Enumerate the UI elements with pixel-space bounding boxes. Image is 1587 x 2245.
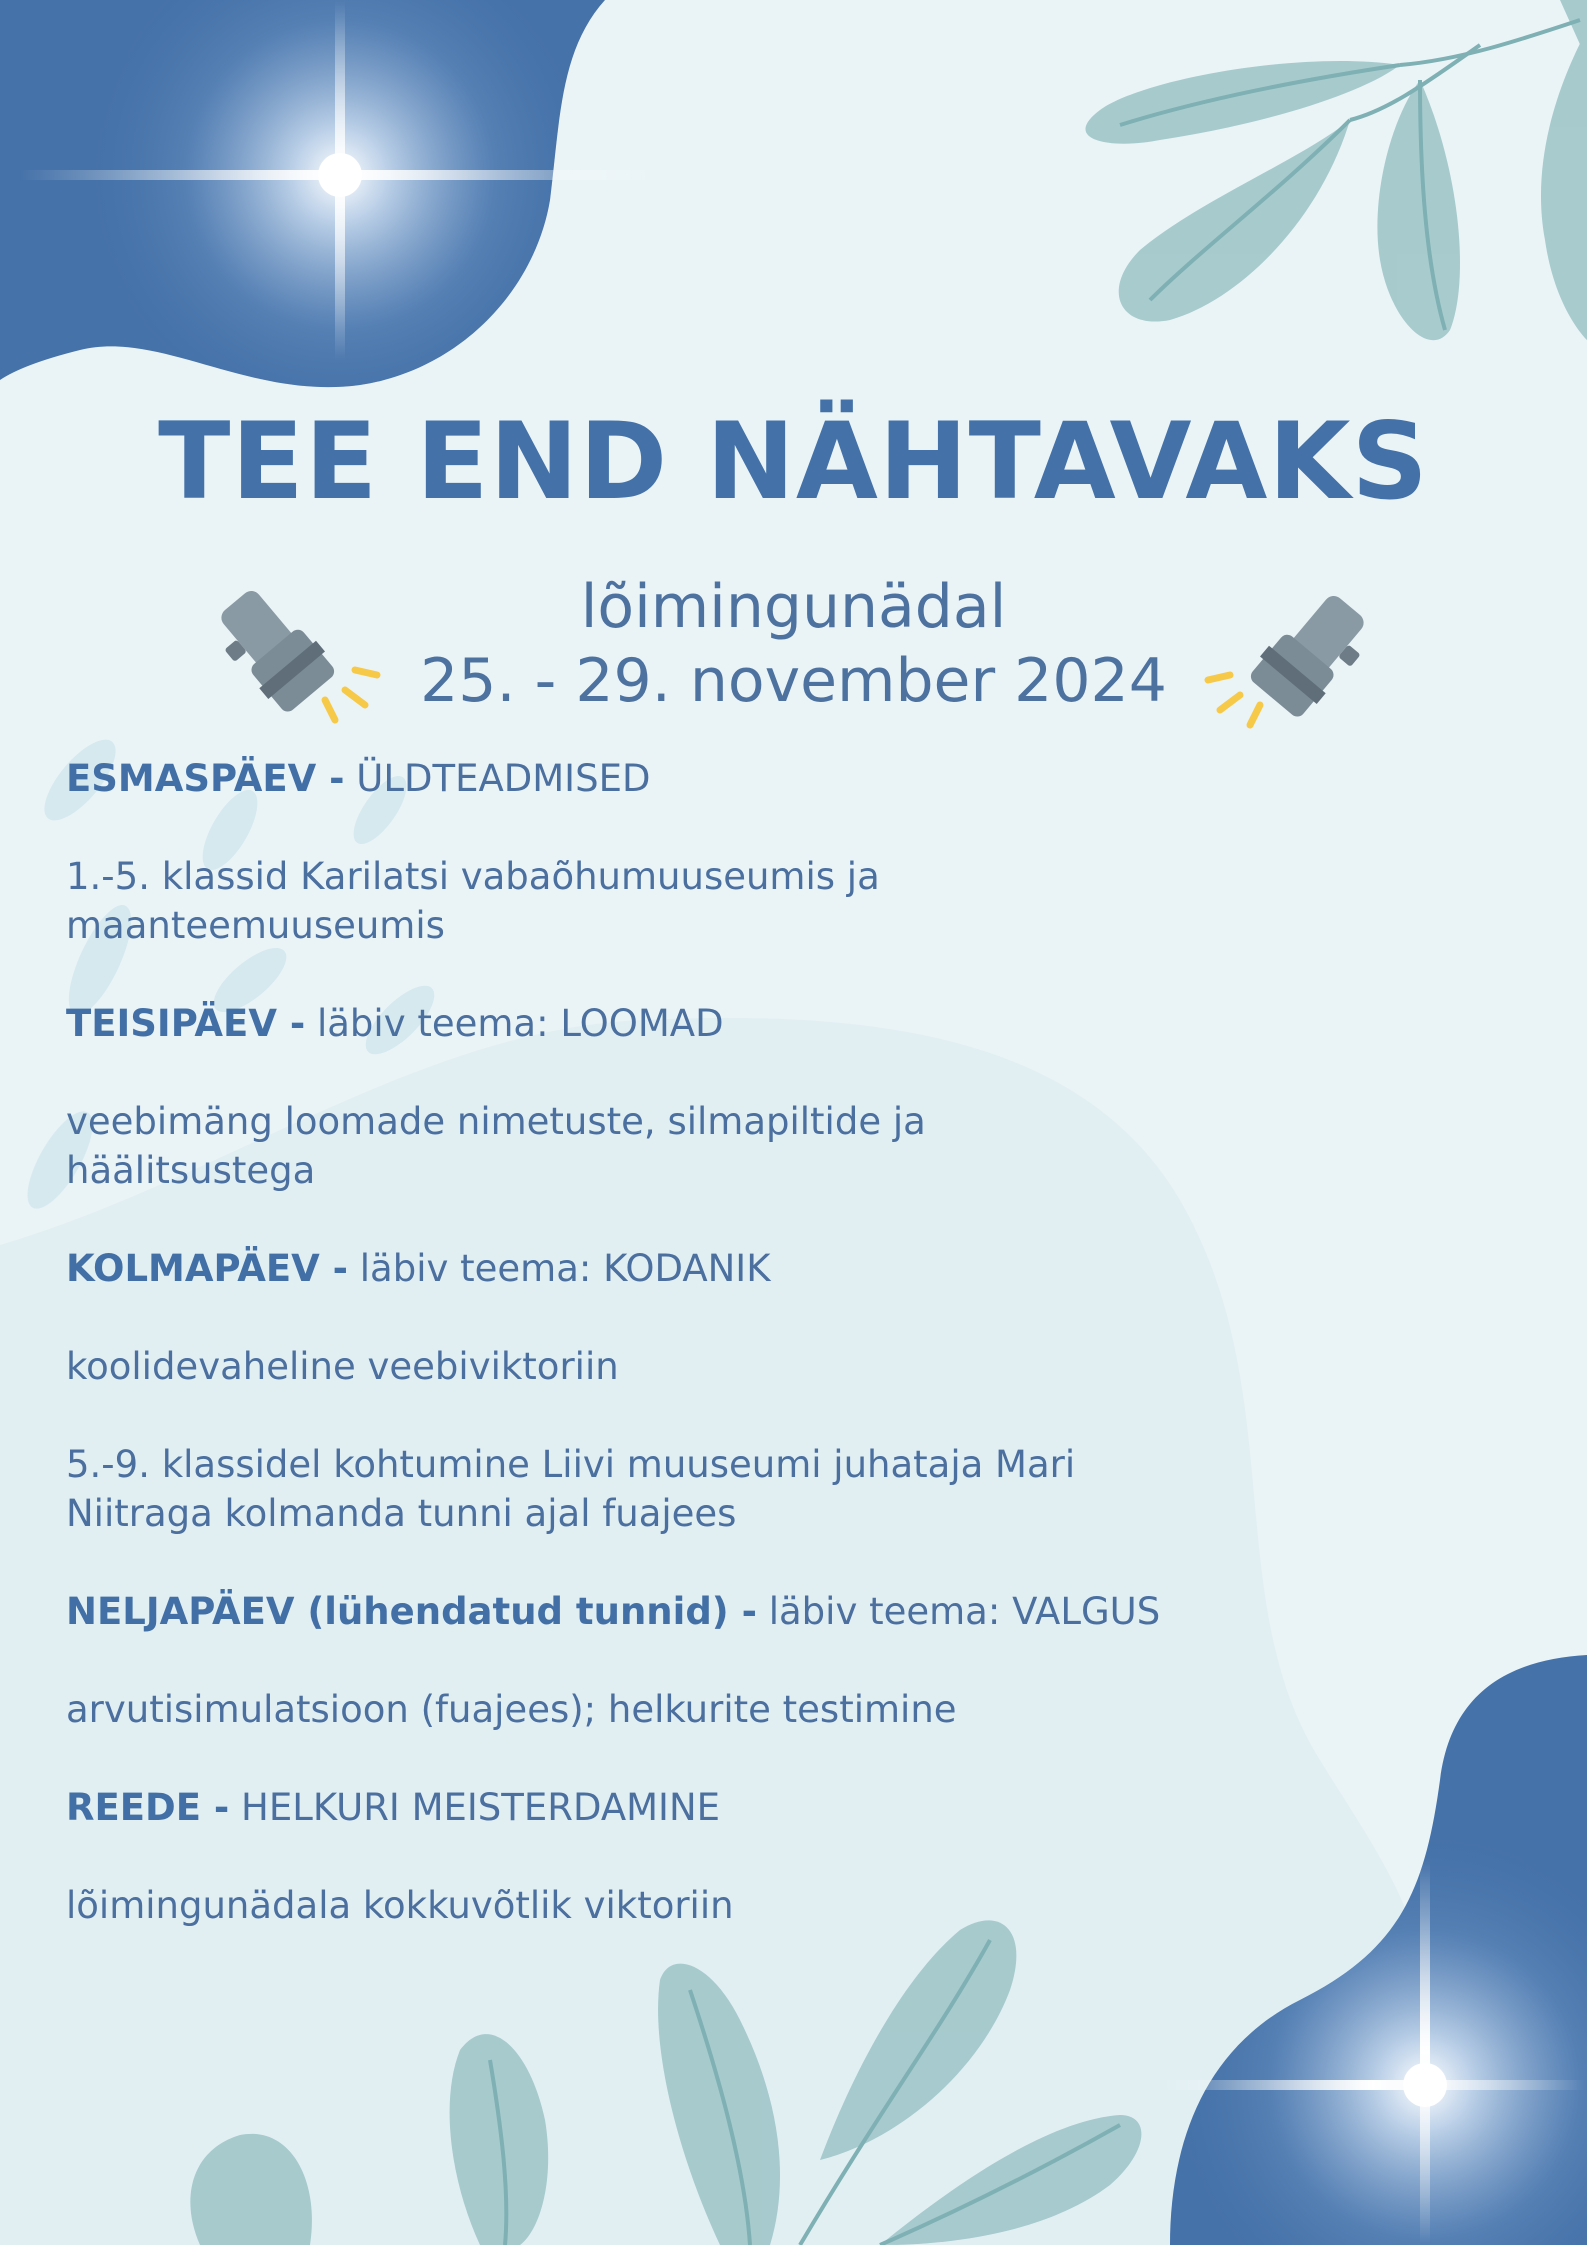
activity-line: 1.-5. klassid Karilatsi vabaõhumuuseumis ja bbox=[66, 855, 880, 898]
poster-title: TEE END NÄHTAVAKS bbox=[158, 400, 1429, 523]
activity-line: Niitraga kolmanda tunni ajal fuajees bbox=[66, 1492, 737, 1535]
activity-line: veebimäng loomade nimetuste, silmapiltide ja bbox=[66, 1100, 926, 1143]
activity-line: maanteemuuseumis bbox=[66, 904, 445, 947]
activity-line: lõimingunädala kokkuvõtlik viktoriin bbox=[66, 1884, 734, 1927]
day-theme: läbiv teema: KODANIK bbox=[359, 1247, 771, 1290]
day-heading-thursday bbox=[66, 1587, 1366, 1636]
activity-tuesday bbox=[66, 1097, 1366, 1195]
activity-line: koolidevaheline veebiviktoriin bbox=[66, 1345, 619, 1388]
day-name: TEISIPÄEV - bbox=[66, 1002, 306, 1045]
day-theme: läbiv teema: VALGUS bbox=[768, 1590, 1161, 1633]
subtitle-week-name: lõimingunädal bbox=[580, 572, 1007, 642]
activity-friday bbox=[66, 1881, 1366, 1930]
activity-monday bbox=[66, 852, 1366, 950]
day-theme: HELKURI MEISTERDAMINE bbox=[241, 1786, 721, 1829]
day-theme: läbiv teema: LOOMAD bbox=[316, 1002, 724, 1045]
day-heading-wednesday bbox=[66, 1244, 1366, 1293]
day-name: ESMASPÄEV - bbox=[66, 757, 345, 800]
day-heading-monday bbox=[66, 754, 1366, 803]
day-name: NELJAPÄEV (lühendatud tunnid) - bbox=[66, 1590, 757, 1633]
subtitle-dates: 25. - 29. november 2024 bbox=[420, 646, 1167, 716]
activity-wednesday-1 bbox=[66, 1342, 1366, 1391]
day-heading-friday bbox=[66, 1783, 1366, 1832]
day-name: KOLMAPÄEV - bbox=[66, 1247, 348, 1290]
day-theme: ÜLDTEADMISED bbox=[356, 757, 651, 800]
day-name: REEDE - bbox=[66, 1786, 230, 1829]
activity-line: 5.-9. klassidel kohtumine Liivi muuseumi juhataja Mari bbox=[66, 1443, 1076, 1486]
flashlight-icon bbox=[1190, 565, 1380, 735]
flashlight-icon bbox=[205, 560, 395, 730]
activity-line: häälitsustega bbox=[66, 1149, 316, 1192]
activity-line: arvutisimulatsioon (fuajees); helkurite testimine bbox=[66, 1688, 957, 1731]
activity-wednesday-2 bbox=[66, 1440, 1366, 1538]
day-heading-tuesday bbox=[66, 999, 1366, 1048]
schedule bbox=[66, 754, 1366, 1979]
activity-thursday bbox=[66, 1685, 1366, 1734]
